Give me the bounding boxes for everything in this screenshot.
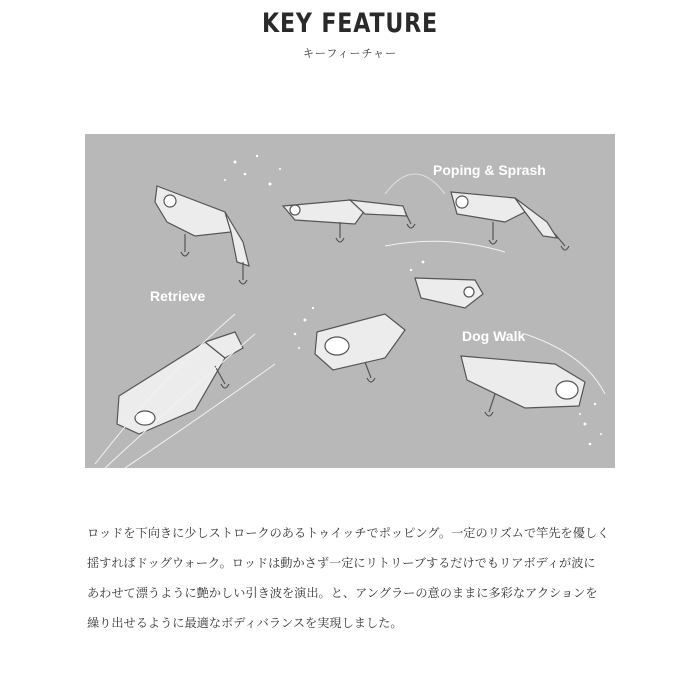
page-title: KEY FEATURE — [262, 8, 438, 39]
label-retrieve: Retrieve — [150, 288, 206, 304]
description-line: あわせて漂うように艶かしい引き波を演出。と、アングラーの意のままに多彩なアクションを — [87, 586, 598, 600]
lure-small-top — [415, 278, 483, 308]
description-line: ロッドを下向きに少しストロークのあるトゥイッチでポッピング。一定のリズムで竿先を優しく — [87, 526, 610, 540]
lure-retrieve — [117, 332, 243, 434]
label-dog-walk: Dog Walk — [462, 328, 526, 344]
description-text — [87, 518, 627, 638]
lure-center-popper — [315, 314, 405, 382]
description-line: 揺すればドッグウォーク。ロッドは動かさず一定にリトリーブするだけでもリアボディが波に — [87, 556, 596, 570]
lure-dog-walk — [461, 356, 585, 416]
lure-action-illustration — [85, 134, 615, 468]
lure-top-right — [451, 192, 569, 250]
page-subtitle: キーフィーチャー — [302, 47, 398, 60]
label-poping-sprash: Poping & Sprash — [433, 162, 546, 178]
description-line: 繰り出せるように最適なボディバランスを実現しました。 — [87, 616, 403, 630]
lure-top-center — [283, 200, 415, 242]
lure-top-left — [155, 186, 249, 284]
